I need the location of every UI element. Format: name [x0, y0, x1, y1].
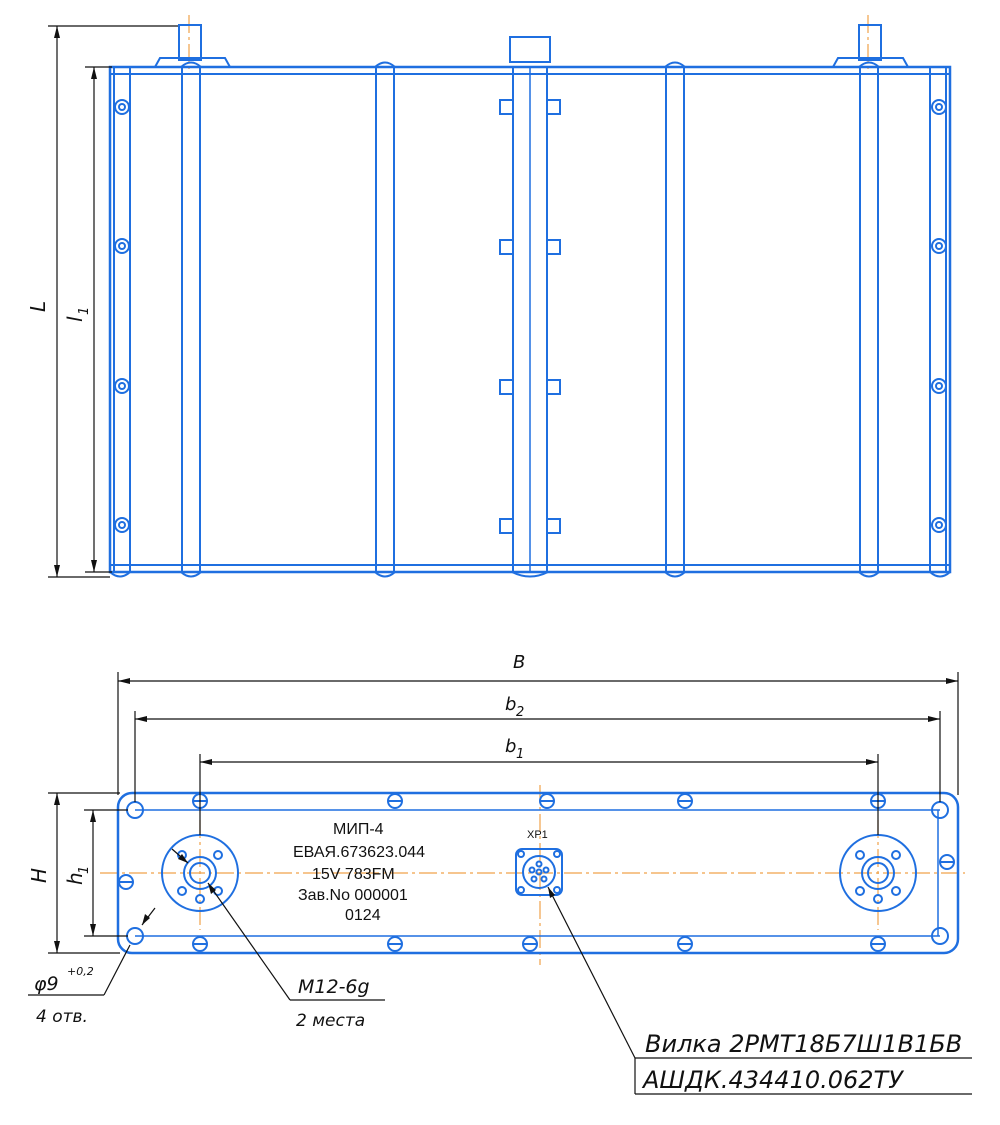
dim-h1-label: h [63, 872, 87, 885]
dim-L-label: L [26, 300, 50, 312]
dim-b2-subscript: 2 [516, 705, 525, 720]
top-shaft-left [179, 25, 201, 60]
label-line-1: МИП-4 [333, 821, 384, 838]
label-line-5: 0124 [345, 907, 381, 924]
dim-b1-subscript: 1 [516, 747, 525, 762]
thread-spec: M12-6g [298, 976, 370, 998]
rib [376, 67, 394, 572]
screw-icon [115, 100, 129, 114]
dim-l1 [63, 67, 112, 572]
ribs [182, 67, 878, 572]
screw-icon [932, 518, 946, 532]
dim-H-label: H [27, 867, 51, 883]
dim-b2 [135, 694, 940, 802]
dim-l1-label: l [63, 316, 87, 322]
top-connector [510, 37, 550, 62]
connector-ref: XP1 [527, 829, 548, 841]
dim-l1-subscript: 1 [77, 306, 92, 315]
bottom-view [27, 652, 972, 1094]
connector-spec: АШДК.434410.062ТУ [643, 1066, 903, 1094]
screw-icon [115, 518, 129, 532]
rib [182, 67, 200, 572]
hole-count: 4 отв. [36, 1007, 88, 1027]
thread-count: 2 места [296, 1011, 366, 1031]
screw-icon [932, 379, 946, 393]
right-rail [930, 67, 946, 572]
label-line-2: ЕВАЯ.673623.044 [293, 844, 426, 861]
top-shaft-right [859, 25, 881, 60]
rib [860, 67, 878, 572]
connector-callout [548, 887, 972, 1094]
screw-icon [932, 100, 946, 114]
connector-part-number: Вилка 2РМТ18Б7Ш1В1БВ [645, 1030, 963, 1058]
connector-xp1 [516, 849, 562, 895]
dim-B-label: B [513, 652, 526, 673]
dim-b1-label: b [505, 736, 517, 757]
hole-tolerance: +0,2 [67, 965, 94, 978]
dim-b1 [200, 736, 878, 835]
left-rail [114, 67, 130, 572]
top-view [26, 15, 950, 577]
screw-icon [115, 379, 129, 393]
dim-L [26, 26, 178, 577]
rib [666, 67, 684, 572]
dim-B [118, 652, 958, 795]
screw-icon [115, 239, 129, 253]
dim-h1-subscript: 1 [77, 865, 92, 874]
hole-diameter: φ9 [34, 973, 59, 995]
screw-icon [932, 239, 946, 253]
dim-b2-label: b [505, 694, 517, 715]
label-line-3: 15V 783FM [312, 866, 395, 883]
label-line-4: Зав.No 000001 [298, 887, 408, 904]
